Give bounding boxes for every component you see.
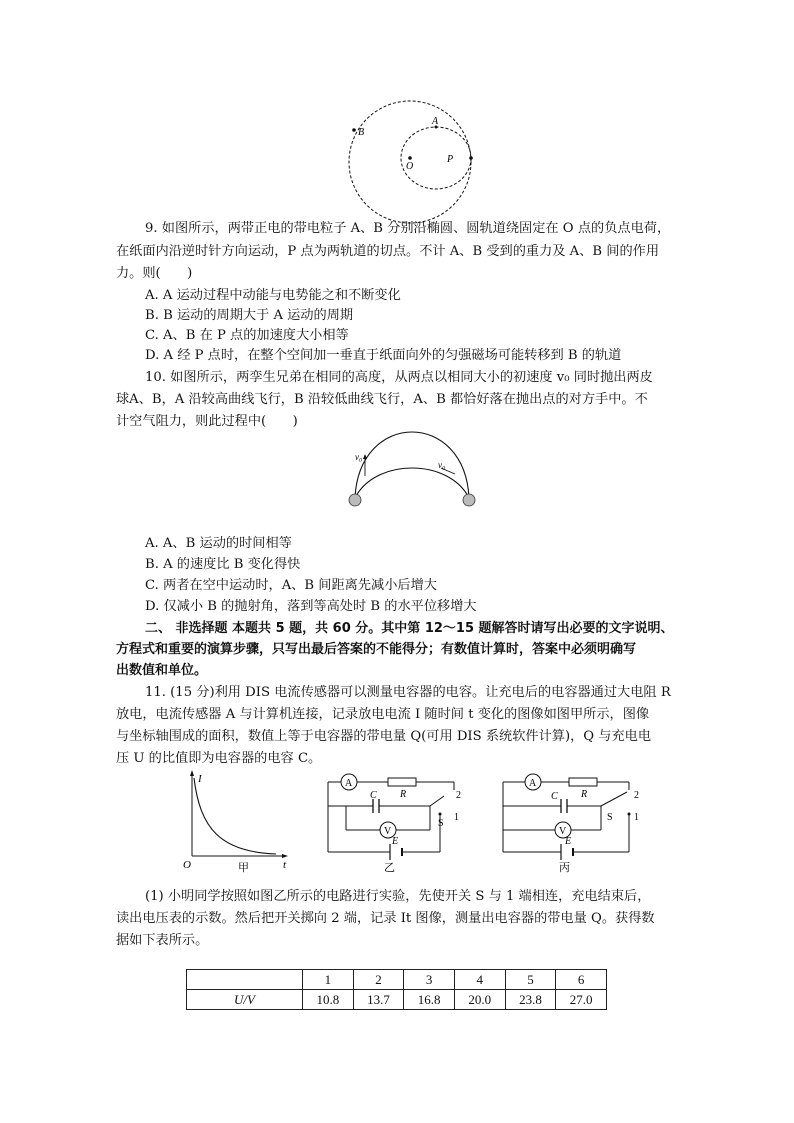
label-p: P (447, 154, 454, 165)
v0-label-right: v₀ (438, 460, 446, 470)
switch-blade (430, 796, 444, 806)
orbit-diagram (340, 90, 480, 240)
table-header-cell: 4 (454, 970, 505, 990)
terminal-1 (439, 813, 442, 816)
terminal-2-label: 2 (634, 790, 639, 801)
q9-option-a: A. A 运动过程中动能与电势能之和不断变化 (145, 288, 401, 303)
circuit-yi (320, 768, 470, 873)
axis-t-label: t (283, 859, 287, 871)
voltage-table (186, 969, 607, 1010)
circuit-bing (495, 768, 645, 873)
caption-bing: 丙 (559, 862, 570, 873)
q10-option-d: D. 仅减小 B 的抛射角，落到等高处时 B 的水平位移增大 (145, 599, 477, 614)
ball-left (349, 494, 361, 506)
q11-line1: 11. (15 分)利用 DIS 电流传感器可以测量电容器的电容。让充电后的电容器通过大电阻 R (145, 685, 671, 700)
table-header-cell: 3 (404, 970, 455, 990)
section2-line2: 方程式和重要的演算步骤，只写出最后答案的不能得分；有数值计算时，答案中必须明确写 (116, 642, 637, 657)
section2-line3: 出数值和单位。 (116, 663, 208, 678)
v0-arrowhead-left (363, 454, 367, 459)
table-cell: 20.0 (454, 990, 505, 1010)
q10-line1: 10. 如图所示，两孪生兄弟在相同的高度，从两点以相同大小的初速度 v₀ 同时抛出两皮 (145, 370, 653, 385)
q10-option-c: C. 两者在空中运动时，A、B 间距离先减小后增大 (145, 578, 437, 593)
battery-label: E (392, 836, 399, 847)
voltmeter-label: V (559, 826, 567, 837)
label-b: B (358, 127, 365, 138)
battery-label: E (565, 836, 572, 847)
point-p (469, 156, 473, 160)
label-a: A (432, 116, 439, 127)
terminal-1-label: 1 (634, 812, 639, 823)
switch-blade (601, 792, 627, 806)
label-o: O (406, 161, 414, 172)
q9-line2: 在纸面内沿逆时针方向运动，P 点为两轨道的切点。不计 A、B 受到的重力及 A、B 间的作用 (116, 244, 660, 259)
table-cell: 10.8 (303, 990, 354, 1010)
table-header-cell: 6 (556, 970, 607, 990)
ball-right (463, 494, 475, 506)
q9-option-d: D. A 经 P 点时，在整个空间加一垂直于纸面向外的匀强磁场可能转移到 B 的轨道 (145, 348, 622, 363)
q9-option-b: B. B 运动的周期大于 A 运动的周期 (145, 308, 354, 323)
voltmeter-label: V (384, 826, 392, 837)
q10-option-b: B. A 的速度比 B 变化得快 (145, 557, 301, 572)
caption-yi: 乙 (384, 862, 395, 873)
projectile-diagram (345, 428, 480, 513)
q11-sub1-line3: 据如下表所示。 (116, 933, 209, 948)
table-row-label: U/V (187, 990, 303, 1010)
q9-option-c: C. A、B 在 P 点的加速度大小相等 (145, 328, 349, 343)
q11-line3: 与坐标轴围成的面积，数值上等于电容器的带电量 Q(可用 DIS 系统软件计算)，Q 与充电电 (116, 729, 652, 744)
table-header-cell: 5 (505, 970, 556, 990)
table-header-cell: 2 (353, 970, 404, 990)
it-graph (180, 768, 295, 873)
q9-line3: 力。则( ) (116, 266, 193, 281)
decay-curve (194, 778, 276, 854)
caption-jia: 甲 (238, 862, 249, 873)
table-cell: 13.7 (353, 990, 404, 1010)
section2-line1: 二、 非选择题 本题共 5 题，共 60 分。其中第 12～15 题解答时请写出必要的文字说明、 (145, 621, 674, 636)
trajectory-a (355, 432, 469, 498)
ammeter-label: A (529, 778, 537, 789)
terminal-2-label: 2 (456, 790, 461, 801)
axis-i-label: I (198, 773, 202, 785)
q11-line4: 压 U 的比值即为电容器的电容 C。 (116, 751, 322, 766)
switch-label: S (438, 818, 444, 829)
terminal-1-label: 1 (454, 812, 459, 823)
switch-label: S (607, 812, 613, 823)
origin-label: O (183, 859, 191, 871)
resistor (569, 778, 597, 786)
q10-line3: 计空气阻力，则此过程中( ) (116, 414, 298, 429)
resistor (388, 778, 416, 786)
table-cell: 27.0 (556, 990, 607, 1010)
table-header-cell (187, 970, 303, 990)
q11-sub1-line1: (1) 小明同学按照如图乙所示的电路进行实验，先使开关 S 与 1 端相连，充电结束后， (145, 889, 651, 904)
point-b (352, 128, 356, 132)
ammeter-label: A (345, 778, 353, 789)
resistor-label: R (400, 789, 407, 800)
capacitor-label: C (551, 791, 558, 802)
terminal-1 (628, 813, 631, 816)
q11-line2: 放电，电流传感器 A 与计算机连接，记录放电电流 I 随时间 t 变化的图像如图甲所示，图像 (116, 707, 650, 722)
capacitor-label: C (370, 790, 377, 801)
t-axis-arrow (282, 854, 288, 858)
table-cell: 16.8 (404, 990, 455, 1010)
q10-line2: 球A、B，A 沿较高曲线飞行，B 沿较低曲线飞行，A、B 都恰好落在抛出点的对方手中。不 (116, 392, 648, 407)
resistor-label: R (581, 789, 588, 800)
v0-label-left: v₀ (355, 452, 363, 462)
table-cell: 23.8 (505, 990, 556, 1010)
q9-line1: 9. 如图所示，两带正电的带电粒子 A、B 分别沿椭圆、圆轨道绕固定在 O 点的负点电荷， (145, 221, 671, 236)
i-axis-arrow (190, 770, 194, 776)
q11-sub1-line2: 读出电压表的示数。然后把开关掷向 2 端，记录 It 图像，测量出电容器的带电量 Q。获得数 (116, 911, 655, 926)
point-o (408, 156, 412, 160)
table-header-row (187, 970, 607, 990)
table-row (187, 990, 607, 1010)
q10-option-a: A. A、B 运动的时间相等 (145, 536, 292, 551)
table-header-cell: 1 (303, 970, 354, 990)
